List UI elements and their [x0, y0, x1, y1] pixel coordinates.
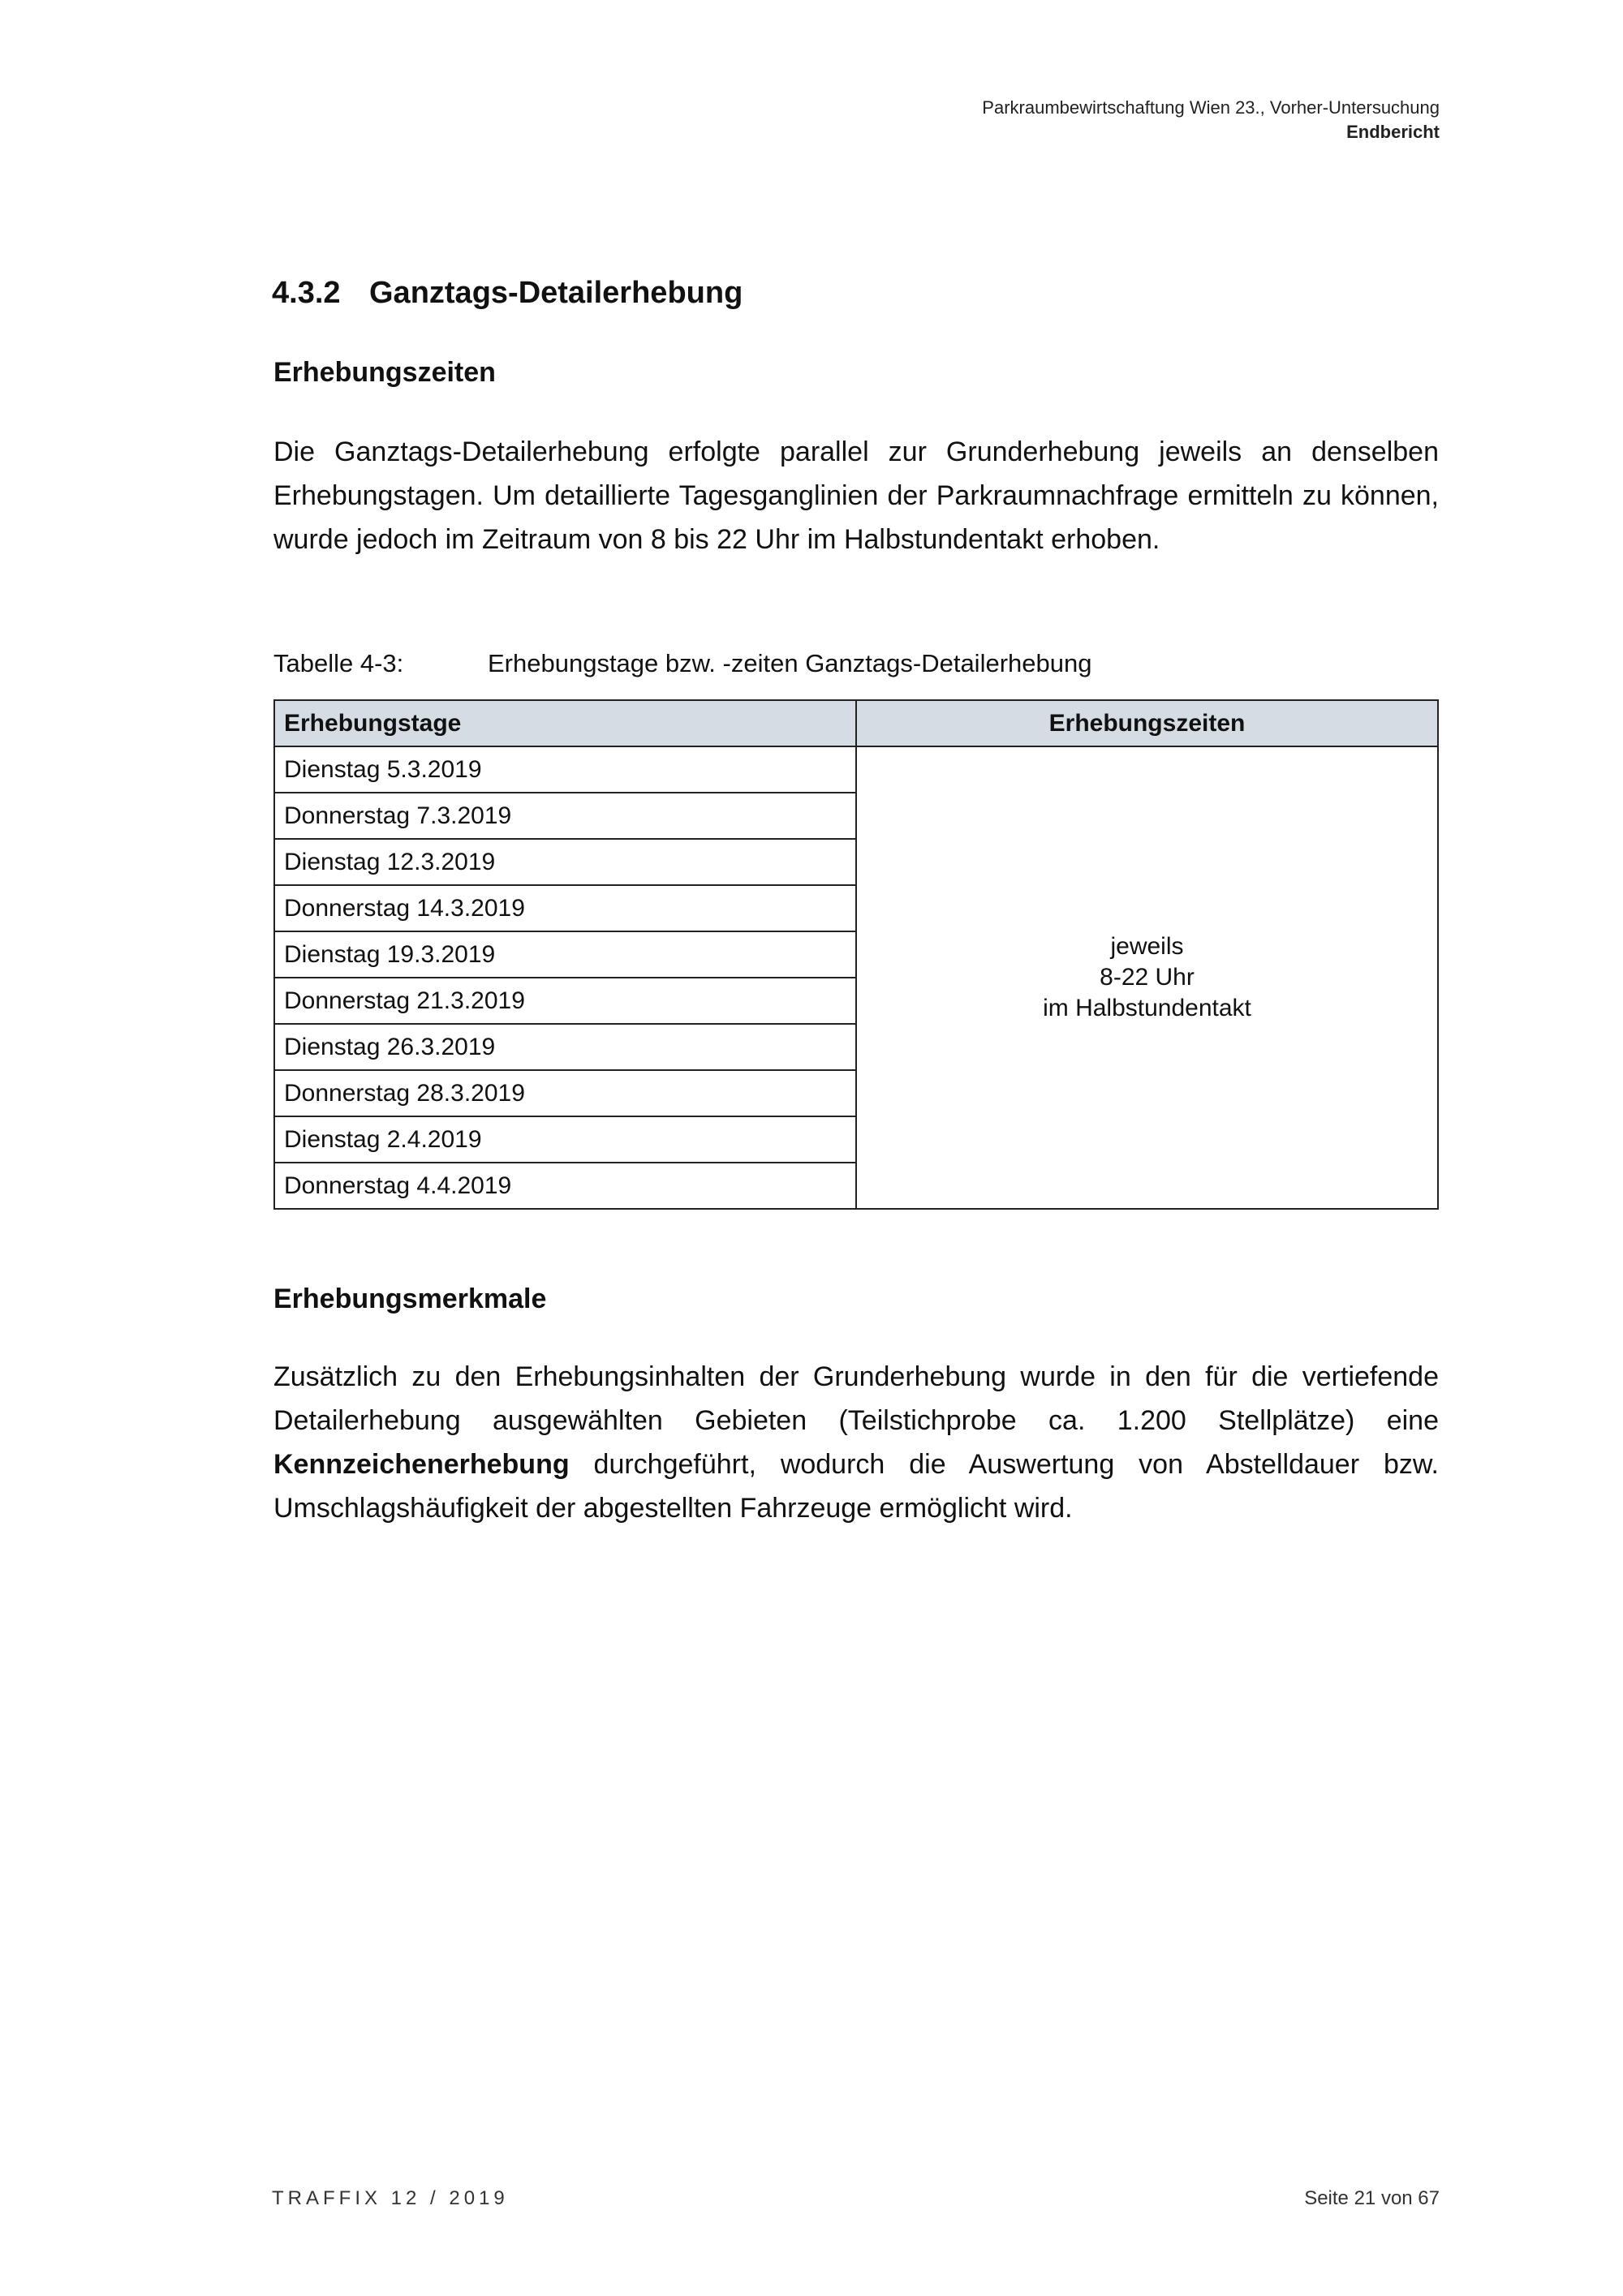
footer-page-number: Seite 21 von 67	[1304, 2187, 1440, 2209]
features-paragraph	[273, 1355, 1439, 1530]
footer-publisher: TRAFFIX 12 / 2019	[272, 2187, 509, 2209]
table-cell-day: Dienstag 19.3.2019	[274, 931, 856, 978]
table-header-row	[274, 700, 1438, 746]
times-line: im Halbstundentakt	[1043, 995, 1251, 1021]
table-cell-day: Donnerstag 28.3.2019	[274, 1070, 856, 1116]
header-subtitle: Endbericht	[1346, 122, 1440, 142]
header-title: Parkraumbewirtschaftung Wien 23., Vorher-Untersuchung	[982, 97, 1440, 118]
table-cell-times	[856, 746, 1438, 1209]
table-caption	[273, 649, 1091, 678]
section-number: 4.3.2	[272, 276, 341, 310]
table-cell-day: Donnerstag 21.3.2019	[274, 978, 856, 1024]
survey-times-paragraph: Die Ganztags-Detailerhebung erfolgte parallel zur Grunderhebung jeweils an denselben Erhebungstagen. Um detaillierte Tagesganglinien der Parkraumnachfrage ermitteln zu können, wurde jedoch im Zeitraum von 8 bis 22 Uhr im Halbstundentakt erhoben.	[273, 436, 1439, 555]
table-cell-day: Dienstag 26.3.2019	[274, 1024, 856, 1070]
times-line: 8-22 Uhr	[1100, 964, 1195, 991]
features-text-after: durchgeführt, wodurch die Auswertung von Abstelldauer bzw. Umschlagshäufigkeit der abgestellten Fahrzeuge ermöglicht wird.	[273, 1449, 1439, 1524]
table-header-times: Erhebungszeiten	[856, 700, 1438, 746]
table-header-days: Erhebungstage	[274, 700, 856, 746]
survey-days-table	[273, 699, 1439, 1210]
page-header	[982, 96, 1440, 144]
table-cell-day: Dienstag 2.4.2019	[274, 1116, 856, 1163]
features-text-before: Zusätzlich zu den Erhebungsinhalten der Grunderhebung wurde in den für die vertiefende Detailerhebung ausgewählten Gebieten (Teilstichprobe ca. 1.200 Stellplätze) eine	[273, 1361, 1439, 1436]
features-text-bold: Kennzeichenerhebung	[273, 1449, 570, 1480]
table-row	[274, 746, 1438, 793]
features-heading: Erhebungsmerkmale	[273, 1283, 547, 1314]
table-cell-day: Donnerstag 7.3.2019	[274, 793, 856, 839]
times-line: jeweils	[1110, 933, 1184, 960]
section-title: Ganztags-Detailerhebung	[369, 276, 743, 310]
table-caption-label: Tabelle 4-3:	[273, 649, 404, 677]
survey-times-heading: Erhebungszeiten	[273, 357, 496, 388]
table-caption-text: Erhebungstage bzw. -zeiten Ganztags-Detailerhebung	[488, 649, 1092, 677]
table-cell-day: Dienstag 5.3.2019	[274, 746, 856, 793]
section-heading	[272, 276, 743, 311]
table-cell-day: Dienstag 12.3.2019	[274, 839, 856, 885]
table-cell-day: Donnerstag 4.4.2019	[274, 1163, 856, 1209]
table-cell-day: Donnerstag 14.3.2019	[274, 885, 856, 931]
